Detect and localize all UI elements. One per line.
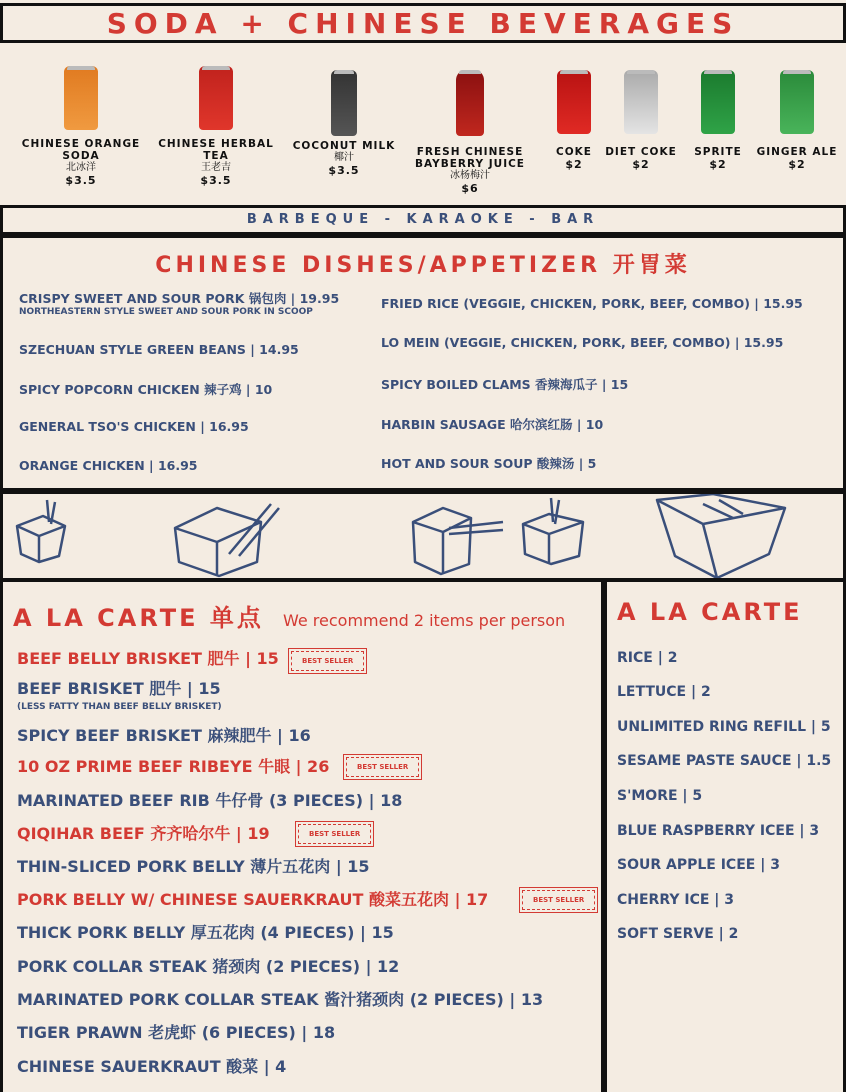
beverage-item xyxy=(152,66,280,187)
beverages-title: SODA + CHINESE BEVERAGES xyxy=(106,7,740,40)
beverage-cn-name: 椰汁 xyxy=(334,152,354,163)
dish-item xyxy=(19,289,339,317)
menu-item-note: (LESS FATTY THAN BEEF BELLY BRISKET) xyxy=(17,702,222,712)
takeout-box-icon xyxy=(17,500,65,562)
menu-item xyxy=(17,646,279,669)
dish-item: HOT AND SOUR SOUP 酸辣汤 | 5 xyxy=(381,456,597,471)
dish-item: FRIED RICE (VEGGIE, CHICKEN, PORK, BEEF, COMBO) | 15.95 xyxy=(381,296,803,311)
extra-item: RICE | 2 xyxy=(617,650,678,666)
beverage-item xyxy=(404,70,536,195)
a-la-carte-extras-section xyxy=(604,579,846,1092)
menu-item: QIQIHAR BEEF 齐齐哈尔牛 | 19 xyxy=(17,824,270,843)
coke-can-icon xyxy=(557,70,591,134)
extra-item: SOUR APPLE ICEE | 3 xyxy=(617,857,780,873)
extra-item: UNLIMITED RING REFILL | 5 xyxy=(617,719,831,735)
menu-item: 10 OZ PRIME BEEF RIBEYE 牛眼 | 26 xyxy=(17,757,330,776)
a-la-carte-title-row xyxy=(13,598,565,633)
best-seller-badge: BEST SELLER xyxy=(522,890,595,910)
dish-item: SPICY POPCORN CHICKEN 辣子鸡 | 10 xyxy=(19,382,273,397)
beverage-price: $2 xyxy=(632,158,650,171)
beverage-price: $3.5 xyxy=(328,164,360,177)
a-la-carte-extras-title: A LA CARTE xyxy=(617,598,803,626)
tagline-bar xyxy=(0,205,846,235)
beverage-cn-name: 北冰洋 xyxy=(66,162,96,173)
bayberry-juice-bottle-icon xyxy=(456,70,484,136)
menu-item: THIN-SLICED PORK BELLY 薄片五花肉 | 15 xyxy=(17,857,370,876)
dish-item: HARBIN SAUSAGE 哈尔滨红肠 | 10 xyxy=(381,417,604,432)
dish-item: GENERAL TSO'S CHICKEN | 16.95 xyxy=(19,419,249,434)
beverage-name: DIET COKE xyxy=(605,146,677,158)
menu-item: SPICY BEEF BRISKET 麻辣肥牛 | 16 xyxy=(17,726,311,745)
beverage-price: $2 xyxy=(788,158,806,171)
best-seller-badge: BEST SELLER xyxy=(346,757,419,777)
beverage-name: CHINESE HERBAL TEA xyxy=(158,138,274,162)
beverage-name: FRESH CHINESE BAYBERRY JUICE xyxy=(415,146,525,170)
menu-item: PORK BELLY W/ CHINESE SAUERKRAUT 酸菜五花肉 | 17 xyxy=(17,890,489,909)
extra-item: BLUE RASPBERRY ICEE | 3 xyxy=(617,823,820,839)
beverages-header xyxy=(0,3,846,43)
beverage-price: $3.5 xyxy=(200,174,232,187)
dish-item: LO MEIN (VEGGIE, CHICKEN, PORK, BEEF, COMBO) | 15.95 xyxy=(381,335,784,350)
beverage-item xyxy=(18,66,144,187)
menu-item xyxy=(17,680,222,716)
menu-item: MARINATED PORK COLLAR STEAK 酱汁猪颈肉 (2 PIECES) | 13 xyxy=(17,990,544,1009)
takeout-box-icon xyxy=(413,508,503,574)
beverage-name: COCONUT MILK xyxy=(292,140,396,152)
diet-coke-can-icon xyxy=(624,70,658,134)
beverage-cn-name: 王老吉 xyxy=(201,162,231,173)
beverage-price: $6 xyxy=(461,182,479,195)
takeout-box-illustration xyxy=(3,494,843,578)
dish-item: SPICY BOILED CLAMS 香辣海瓜子 | 15 xyxy=(381,377,629,392)
menu-item-name: BEEF BRISKET 肥牛 | 15 xyxy=(17,679,221,698)
ginger-ale-can-icon xyxy=(780,70,814,134)
beverage-name: COKE xyxy=(556,146,592,158)
beverage-item xyxy=(600,70,682,171)
beverage-name: CHINESE ORANGE SODA xyxy=(21,138,141,162)
beverage-price: $2 xyxy=(565,158,583,171)
a-la-carte-title: A LA CARTE 单点 xyxy=(13,604,264,632)
extra-item: SOFT SERVE | 2 xyxy=(617,926,739,942)
menu-item-name: BEEF BELLY BRISKET 肥牛 | 15 xyxy=(17,649,279,668)
menu-item: THICK PORK BELLY 厚五花肉 (4 PIECES) | 15 xyxy=(17,923,394,942)
takeout-illustration-band xyxy=(0,491,846,581)
takeout-box-icon xyxy=(175,504,279,576)
menu-item: TIGER PRAWN 老虎虾 (6 PIECES) | 18 xyxy=(17,1023,336,1042)
dish-item: SZECHUAN STYLE GREEN BEANS | 14.95 xyxy=(19,342,299,357)
a-la-carte-section xyxy=(0,579,604,1092)
tagline: BARBEQUE - KARAOKE - BAR xyxy=(246,212,600,227)
menu-item: CHINESE SAUERKRAUT 酸菜 | 4 xyxy=(17,1057,287,1076)
best-seller-badge: BEST SELLER xyxy=(298,824,371,844)
herbal-tea-can-icon xyxy=(199,66,233,130)
beverage-name: GINGER ALE xyxy=(756,146,838,158)
coconut-milk-can-icon xyxy=(331,70,357,136)
orange-soda-can-icon xyxy=(64,66,98,130)
extra-item: LETTUCE | 2 xyxy=(617,684,711,700)
dishes-title: CHINESE DISHES/APPETIZER 开胃菜 xyxy=(155,253,691,278)
beverage-item xyxy=(548,70,600,171)
recommendation-note: We recommend 2 items per person xyxy=(282,611,566,630)
extra-item: S'MORE | 5 xyxy=(617,788,703,804)
beverage-item xyxy=(752,70,842,171)
sprite-can-icon xyxy=(701,70,735,134)
menu-item: MARINATED BEEF RIB 牛仔骨 (3 PIECES) | 18 xyxy=(17,791,403,810)
dish-name: CRISPY SWEET AND SOUR PORK 锅包肉 | 19.95 xyxy=(19,291,340,306)
beverage-cn-name: 冰杨梅汁 xyxy=(450,170,490,181)
beverage-name: SPRITE xyxy=(694,146,742,158)
extra-item: CHERRY ICE | 3 xyxy=(617,892,735,908)
best-seller-badge: BEST SELLER xyxy=(291,651,364,671)
dish-item: ORANGE CHICKEN | 16.95 xyxy=(19,458,198,473)
chinese-dishes-section xyxy=(0,235,846,491)
dish-description: NORTHEASTERN STYLE SWEET AND SOUR PORK IN SCOOP xyxy=(19,307,313,317)
beverage-item xyxy=(286,70,402,177)
beverage-price: $3.5 xyxy=(65,174,97,187)
extra-item: SESAME PASTE SAUCE | 1.5 xyxy=(617,753,832,769)
menu-item: PORK COLLAR STEAK 猪颈肉 (2 PIECES) | 12 xyxy=(17,957,400,976)
takeout-box-icon xyxy=(657,494,785,578)
takeout-box-icon xyxy=(523,498,583,564)
beverage-price: $2 xyxy=(709,158,727,171)
beverage-item xyxy=(688,70,748,171)
